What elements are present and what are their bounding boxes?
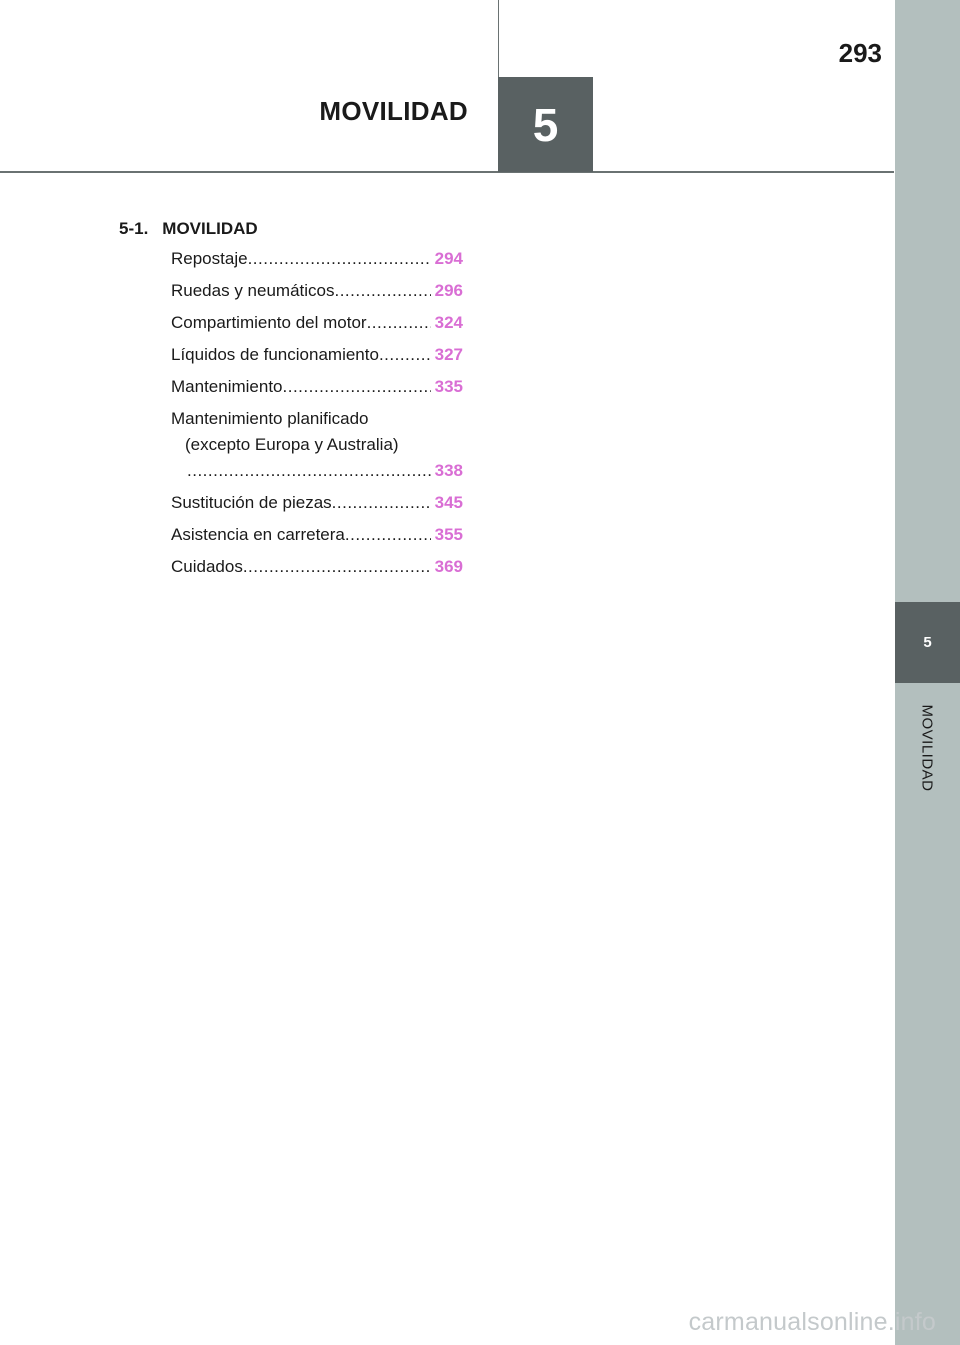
toc-entry-cuidados[interactable] <box>171 556 463 578</box>
toc-entry-title: Compartimiento del motor <box>171 313 367 332</box>
toc-entry-title: Repostaje <box>171 249 248 268</box>
toc-leader-dots <box>345 524 431 546</box>
toc-entry-title: Sustitución de piezas <box>171 493 332 512</box>
page-number: 293 <box>838 38 882 68</box>
toc-page-link[interactable]: 296 <box>434 281 463 300</box>
toc-leader-dots <box>248 248 431 270</box>
toc-entry-title: Asistencia en carretera <box>171 525 345 544</box>
toc-entry-repostaje[interactable] <box>171 248 463 270</box>
toc-entry-mantenimiento[interactable] <box>171 376 463 398</box>
toc-leader-dots <box>367 312 431 334</box>
toc-entry-title: Mantenimiento <box>171 377 283 396</box>
toc-leader-dots <box>187 460 431 482</box>
toc-page-link[interactable]: 327 <box>434 345 463 364</box>
toc-entry-sustitucion[interactable] <box>171 492 463 514</box>
toc-entry-liquidos[interactable] <box>171 344 463 366</box>
toc-page-link[interactable]: 335 <box>434 377 463 396</box>
toc-entry-mantenimiento-planificado[interactable] <box>171 408 463 482</box>
header-divider-horizontal <box>0 171 894 173</box>
toc-leader-dots <box>243 556 431 578</box>
toc-page-link[interactable]: 294 <box>434 249 463 268</box>
toc-entry-title: Mantenimiento planificado <box>171 409 369 428</box>
watermark: carmanualsonline.info <box>688 1308 936 1336</box>
toc-list <box>171 248 463 588</box>
toc-page-link[interactable]: 355 <box>434 525 463 544</box>
toc-entry-asistencia[interactable] <box>171 524 463 546</box>
toc-leader-dots <box>334 280 430 302</box>
side-chapter-label: MOVILIDAD <box>918 704 936 792</box>
toc-page-link[interactable]: 369 <box>434 557 463 576</box>
toc-entry-ruedas[interactable] <box>171 280 463 302</box>
chapter-title: MOVILIDAD <box>319 96 468 126</box>
toc-entry-title: Líquidos de funcionamiento <box>171 345 379 364</box>
chapter-number-box: 5 <box>498 77 593 172</box>
toc-page-link[interactable]: 324 <box>434 313 463 332</box>
toc-entry-title-continuation: (excepto Europa y Australia) <box>185 435 399 454</box>
toc-entry-title: Cuidados <box>171 557 243 576</box>
toc-section-heading <box>119 219 258 239</box>
toc-leader-dots <box>283 376 431 398</box>
toc-entry-compartimiento[interactable] <box>171 312 463 334</box>
toc-entry-title: Ruedas y neumáticos <box>171 281 335 300</box>
toc-page-link[interactable]: 338 <box>434 461 463 480</box>
toc-leader-dots <box>379 344 431 366</box>
toc-leader-dots <box>332 492 431 514</box>
toc-page-link[interactable]: 345 <box>434 493 463 512</box>
side-chapter-tab[interactable]: 5 <box>895 602 960 683</box>
toc-section-number: 5-1. <box>119 219 149 238</box>
toc-section-title: MOVILIDAD <box>162 219 258 238</box>
